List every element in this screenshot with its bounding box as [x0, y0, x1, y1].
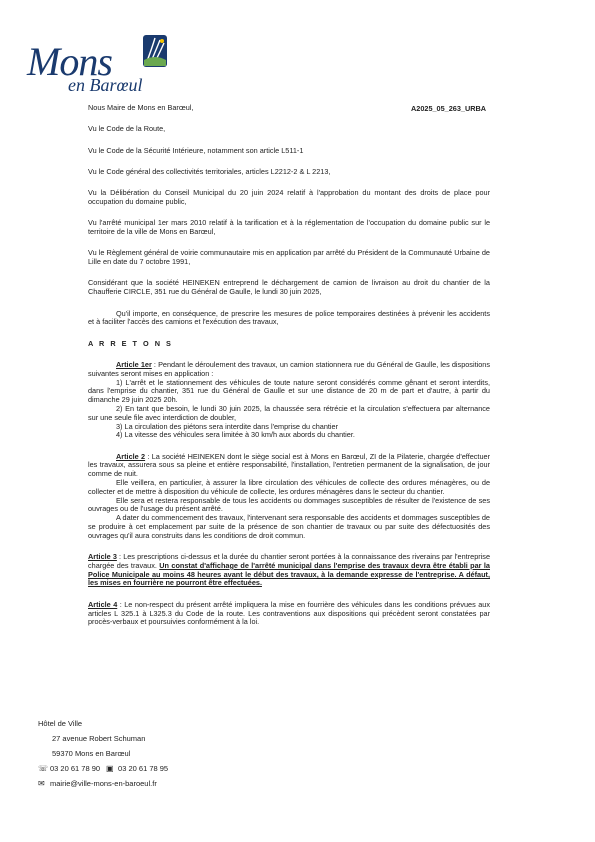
- article-2-para-4: A dater du commencement des travaux, l'intervenant sera responsable des accidents et dommages susceptibles de se produire à cet emplacement par suite de la présence de son chantier de travaux ou par suite des défectuosités des ouvrages qu'il aura construits dans les conditions de droit commun.: [88, 513, 490, 540]
- considerant-7: Considérant que la société HEINEKEN entreprend le déchargement de camion de livraison au droit du chantier de la Chaufferie CIRCLE, 351 rue du Général de Gaulle, le lundi 30 juin 2025,: [88, 278, 490, 297]
- footer-phone: 03 20 61 78 90: [50, 764, 101, 773]
- logo-emblem-icon: [142, 34, 168, 68]
- footer-phone-row: [38, 761, 168, 776]
- footer-email[interactable]: mairie@ville-mons-en-baroeul.fr: [50, 779, 157, 788]
- article-1-label: Article 1er: [116, 359, 152, 369]
- article-2-text: : La société HEINEKEN dont le siège social est à Mons en Barœul, ZI de la Pilaterie, chargée d'effectuer les travaux, assurera sous sa pleine et entière responsabilité, l'installation, l'entretien permanent de la signalisation, de jour comme de nuit.: [88, 451, 491, 479]
- considerant-4: Vu la Délibération du Conseil Municipal du 20 juin 2024 relatif à l'approbation du montant des droits de place pour occupation du domaine public,: [88, 188, 490, 206]
- footer-fax: 03 20 61 78 95: [118, 764, 169, 773]
- article-4-label: Article 4: [88, 599, 118, 609]
- city-logo: [24, 24, 174, 96]
- considerant-3: Vu le Code général des collectivités territoriales, articles L2212-2 & L 2213,: [88, 166, 331, 176]
- article-1: [88, 361, 490, 440]
- considerant-1: Vu le Code de la Route,: [88, 124, 166, 134]
- footer-street: 27 avenue Robert Schuman: [52, 734, 146, 743]
- article-1-item-3: 3) La circulation des piétons sera interdite dans l'emprise du chantier: [116, 421, 339, 431]
- decree-body: [88, 104, 490, 640]
- article-3-text: : Les prescriptions ci-dessus et la durée du chantier seront portées à la connaissance des riverains par l'entreprise chargée des travaux.: [88, 552, 491, 570]
- article-3: [88, 553, 490, 588]
- reference-number: A2025_05_263_URBA: [411, 104, 487, 113]
- logo-text-baroeul: en Barœul: [68, 75, 143, 95]
- fax-icon: ▣: [106, 764, 114, 773]
- considerant-6: Vu le Règlement général de voirie communautaire mis en application par arrêté du Président de la Communauté Urbaine de Lille en date du 7 octobre 1991,: [88, 248, 490, 267]
- article-1-intro: : Pendant le déroulement des travaux, un camion stationnera rue du Général de Gaulle, les dispositions suivantes seront mises en application :: [88, 359, 490, 378]
- arretons-heading: A R R E T O N S: [88, 338, 173, 348]
- considerant-2: Vu le Code de la Sécurité Intérieure, notamment son article L511-1: [88, 145, 304, 155]
- article-3-underlined: Un constat d'affichage de l'arrêté municipal dans l'emprise des travaux devra être établi par la Police Municipale au moins 48 heures avant le début des travaux, à la demande expresse de l'entreprise. A défaut, les mises en fourrière ne pourront être effectuées.: [88, 560, 490, 588]
- article-3-label: Article 3: [88, 552, 117, 562]
- footer-name: Hôtel de Ville: [38, 719, 83, 728]
- footer-email-row: [38, 776, 168, 791]
- logo-text-mons: Mons: [27, 39, 112, 84]
- mail-icon: ✉: [38, 779, 45, 788]
- footer-contact: [38, 716, 168, 791]
- considerant-8: Qu'il importe, en conséquence, de prescrire les mesures de police temporaires destinées à prévenir les accidents et à faciliter l'accès des camions et l'exécution des travaux,: [88, 308, 490, 327]
- considerant-5: Vu l'arrêté municipal 1er mars 2010 relatif à la tarification et à la réglementation de l'occupation du domaine public sur le territoire de la ville de Mons en Barœul,: [88, 218, 490, 237]
- article-2-para-3: Elle sera et restera responsable de tous les accidents ou dommages susceptibles de résulter de l'existence de ses ouvrages ou de l'usage du présent arrêté.: [88, 495, 490, 514]
- phone-icon: ☏: [38, 764, 49, 773]
- article-4: [88, 601, 490, 627]
- footer-city: 59370 Mons en Barœul: [52, 749, 131, 758]
- article-2: [88, 453, 490, 541]
- article-2-para-2: Elle veillera, en particulier, à assurer la libre circulation des véhicules de collecte des ordures ménagères, ou de collecter et de mettre à disposition du véhicule de collecte, les ordures ménagères dans le secteur du chantier.: [88, 478, 490, 496]
- article-4-text: : Le non-respect du présent arrêté impliquera la mise en fourrière des véhicules dans les conditions prévues aux articles L 325.1 à L325.3 du Code de la route. Les contraventions aux dispositions qui précèdent seront constatées par procès-verbaux et poursuivies conformément à la loi.: [88, 599, 490, 627]
- article-1-item-2: 2) En tant que besoin, le lundi 30 juin 2025, la chaussée sera rétrécie et la circulation s'effectuera par alternance sur une seule file avec interdiction de doubler,: [88, 403, 490, 422]
- article-1-item-1: 1) L'arrêt et le stationnement des véhicules de toute nature seront considérés comme gênant et seront interdits, dans l'emprise du chantier, 351 rue du Général de Gaulle et sur une distance de 20 m de part et d'autre, à partir du dimanche 29 juin 2025 20h.: [88, 377, 490, 405]
- article-2-label: Article 2: [116, 451, 146, 461]
- article-1-item-4: 4) La vitesse des véhicules sera limitée à 30 km/h aux abords du chantier.: [116, 430, 355, 440]
- intro-line: Nous Maire de Mons en Barœul,: [88, 103, 194, 112]
